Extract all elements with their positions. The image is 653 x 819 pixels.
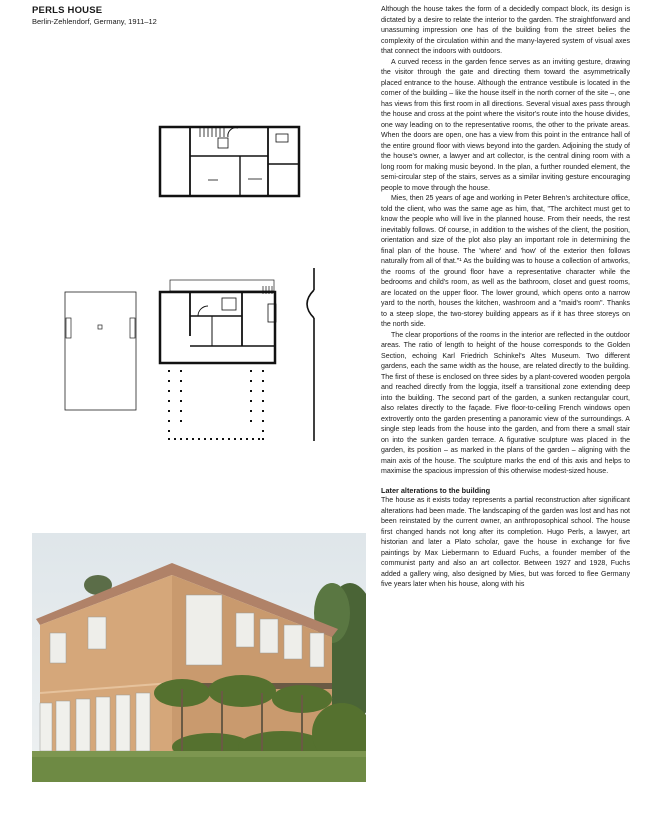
paragraph-intro: Although the house takes the form of a decidedly compact block, its design is dictated by a desire to relate the interior to the garden. The straightforward and unassuming impression one has of the building from the street belies the complexity of the circulation within and the many-layered system of visual axes that connect the indoors with outdoors. — [381, 6, 630, 55]
paragraph-proportions: The clear proportions of the rooms in the interior are reflected in the outdoor areas. The ratio of length to height of the house corresponds to the Golden Section, echoing Karl Friedrich Schinkel's Altes Museum. Two different gardens, each the same width as the house, are related directly to the building. The first of these is enclosed on three sides by a plant-covered wooden pergola and reached directly from the loggia, itself a transitional zone extending deep into the building. The second part of the garden, a sunken rectangular court, also relates directly to the façade. Five floor-to-ceiling French windows open extrovertly onto the garden presenting a panoramic view of the surroundings. A single step leads from the house into the garden, and from there a small stair on into the sunken garden terrace. A figurative sculpture was placed in the garden, its position – as marked in the plans of the garden – aligning with the main axis of the house. The sculpture marks the end of this axis and helps to maximise the spacious impression of this otherwise modest-sized house. — [381, 331, 630, 475]
house-exterior-photo — [32, 533, 366, 782]
page-title: PERLS HOUSE — [32, 5, 103, 16]
upper-floor-plan — [158, 124, 301, 198]
page-subtitle: Berlin-Zehlendorf, Germany, 1911–12 — [32, 17, 157, 26]
paragraph-mies: Mies, then 25 years of age and working in Peter Behren's architecture office, told the client, who was the same age as him, that, "The architect must get to know the people who will live in the planned house. From their needs, the rest inevitably follows. Of course, in addition to the wishes of the client, the position, orientation and size of the plot also play an important role in determining the final plan of the house. The 'where' and 'how' of the exterior then follows naturally from all of that."¹ As the building was to house a collection of artworks, the rooms of the ground floor have a representative character while the bedrooms and child's room, as well as the bathroom, closet and guest rooms, are located on the upper floor. The lower ground, which opens onto a narrow yard to the north, houses the kitchen, washroom and a "maid's room". Thanks to a steep slope, the two-storey building appears as if it has three storeys on the north side. — [381, 195, 630, 328]
paragraph-alterations: The house as it exists today represents a partial reconstruction after significant alterations had been made. The landscaping of the garden was lost and has not been reinstated by the current owner, an anthroposophical school. The house first changed hands not long after its completion. Hugo Perls, a lawyer, art historian and later a Plato scholar, gave the house in exchange for five paintings by Max Liebermann to Eduard Fuchs, a founder member of the communist party and also an art collector. Between 1927 and 1928, Fuchs added a gallery wing, also designed by Mies, but was forced to flee Germany five years later when his house, along with his — [381, 497, 630, 588]
paragraph-entrance: A curved recess in the garden fence serves as an inviting gesture, drawing the visitor through the gate and directing them toward the asymmetrically placed entrance to the house. Although the entrance vestibule is located in the corner of the building – like the house itself in the north corner of the site –, one has views from this first room in all directions. Several visual axes pass through the house and cross at the point where the visitor's route into the house divides, one way leading on to the representative rooms, the other to the private areas. When the doors are open, one has a view from this point in the entrance hall of the entire ground floor with views beyond into the garden. Adjoining the study of the house's owner, a lawyer and art collector, is the central dining room with a long room for making music beyond. In the plan, a further rounded element, the semi-circular step of the stairs, serves as a similar inviting gesture encouraging people to move through the house. — [381, 58, 630, 192]
section-heading: Later alterations to the building — [381, 485, 491, 495]
ground-floor-site-plan — [62, 266, 320, 444]
article-text — [381, 5, 630, 591]
